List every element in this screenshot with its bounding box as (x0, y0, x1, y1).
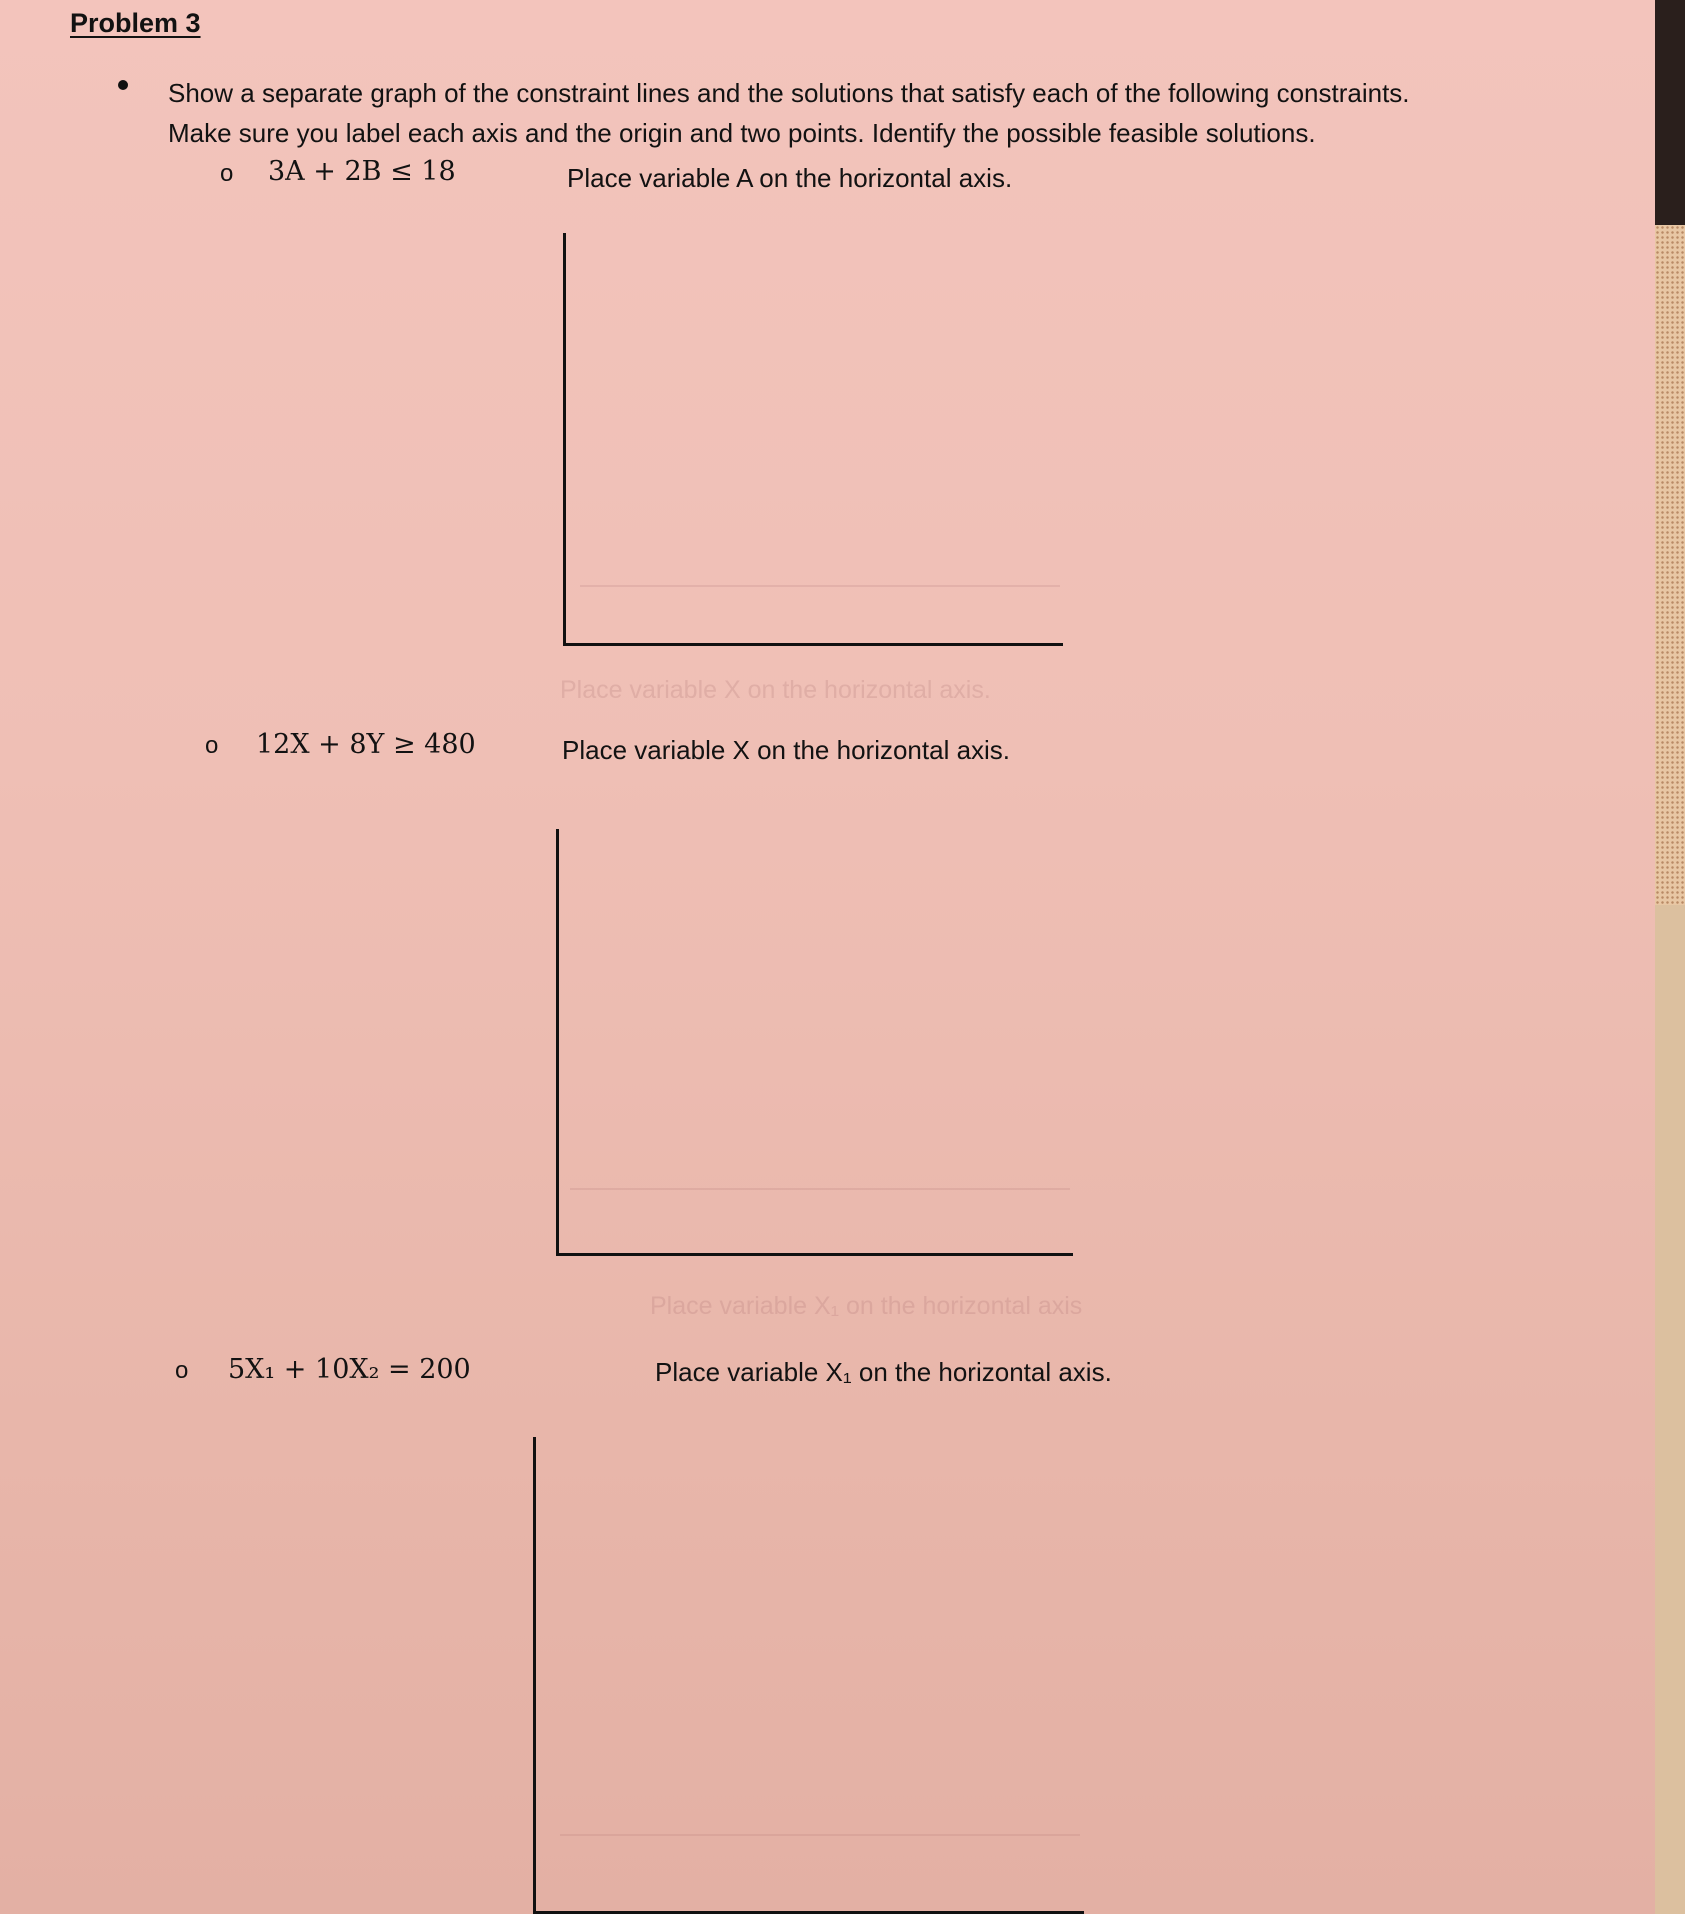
graph-axes-2 (556, 829, 1073, 1256)
background-fabric (1655, 225, 1685, 905)
constraint-equation: 5X₁ + 10X₂ = 200 (228, 1354, 471, 1385)
graph-axes-3 (533, 1437, 1084, 1914)
bullet-dot (118, 80, 128, 90)
constraint-equation: 3A + 2B ≤ 18 (268, 156, 456, 187)
constraint-equation: 12X + 8Y ≥ 480 (256, 729, 476, 760)
instruction-line: Show a separate graph of the constraint lines and the solutions that satisfy each of the following constraints. (168, 78, 1410, 108)
page-title: Problem 3 (70, 8, 201, 38)
sub-bullet-marker: o (205, 732, 219, 759)
instructions (168, 73, 1568, 153)
sub-bullet-marker: o (175, 1357, 189, 1384)
show-through-text: Place variable X on the horizontal axis. (560, 676, 991, 704)
instruction-line: Make sure you label each axis and the origin and two points. Identify the possible feasible solutions. (168, 118, 1316, 148)
constraint-note: Place variable X on the horizontal axis. (562, 735, 1011, 765)
constraint-note: Place variable A on the horizontal axis. (567, 163, 1013, 193)
constraint-note: Place variable X₁ on the horizontal axis. (655, 1357, 1112, 1387)
graph-axes-1 (563, 233, 1063, 646)
show-through-text: Place variable X₁ on the horizontal axis (650, 1292, 1083, 1320)
background-surface (1655, 905, 1685, 1914)
sub-bullet-marker: o (220, 160, 234, 187)
